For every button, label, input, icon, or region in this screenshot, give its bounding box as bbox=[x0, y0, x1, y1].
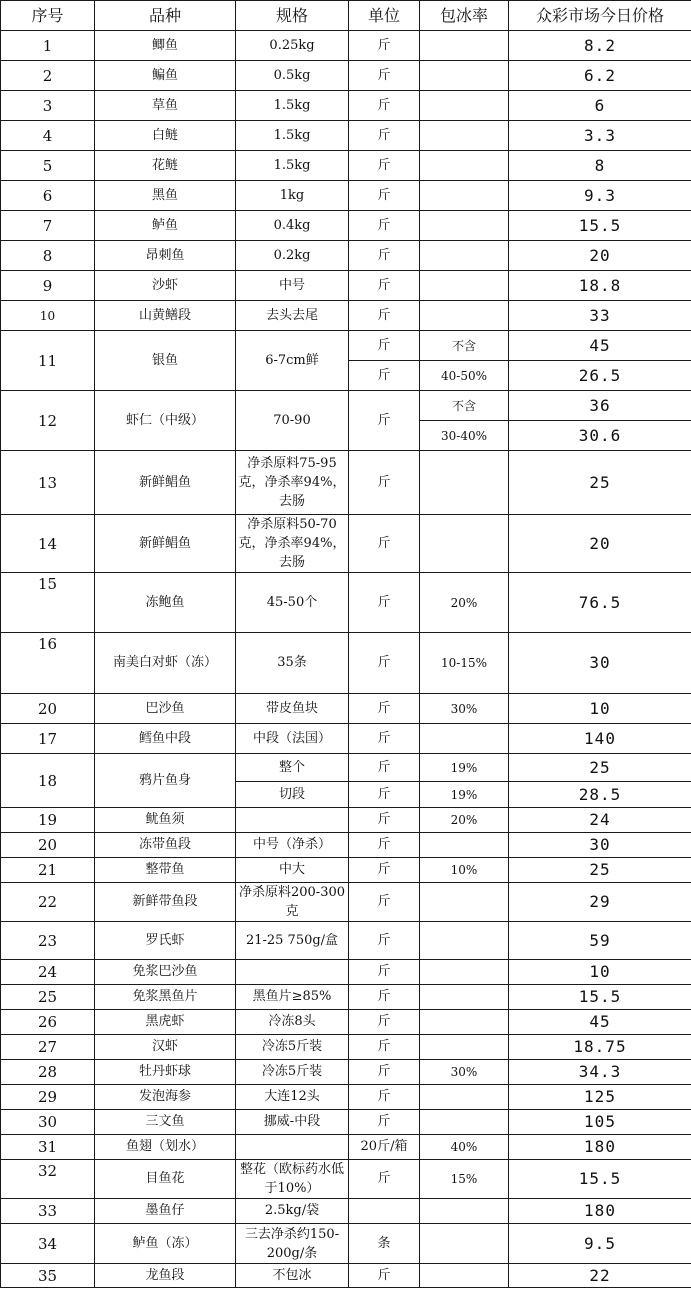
row-index: 16 bbox=[1, 633, 95, 694]
ice-rate bbox=[420, 724, 509, 754]
price: 33 bbox=[509, 301, 691, 331]
product-name: 新鲜鲳鱼 bbox=[95, 515, 236, 573]
row-index: 35 bbox=[1, 1264, 95, 1288]
product-spec: 0.5kg bbox=[236, 61, 349, 91]
product-name: 南美白对虾（冻） bbox=[95, 633, 236, 694]
product-name: 冻鲍鱼 bbox=[95, 573, 236, 633]
ice-rate bbox=[420, 833, 509, 858]
row-index: 2 bbox=[1, 61, 95, 91]
product-unit: 斤 bbox=[349, 724, 420, 754]
price: 8.2 bbox=[509, 31, 691, 61]
product-unit: 斤 bbox=[349, 121, 420, 151]
product-spec: 35条 bbox=[236, 633, 349, 694]
ice-rate bbox=[420, 181, 509, 211]
row-index: 20 bbox=[1, 694, 95, 724]
table-row bbox=[1, 573, 691, 633]
ice-rate: 40-50% bbox=[420, 361, 509, 391]
row-index: 14 bbox=[1, 515, 95, 573]
price: 25 bbox=[509, 754, 691, 782]
ice-rate bbox=[420, 151, 509, 181]
price: 9.5 bbox=[509, 1224, 691, 1264]
price: 59 bbox=[509, 922, 691, 960]
product-unit: 斤 bbox=[349, 960, 420, 985]
ice-rate bbox=[420, 271, 509, 301]
header-row bbox=[1, 1, 691, 31]
product-spec: 挪威-中段 bbox=[236, 1110, 349, 1135]
price: 10 bbox=[509, 960, 691, 985]
product-unit bbox=[349, 1199, 420, 1224]
product-unit: 斤 bbox=[349, 61, 420, 91]
price: 25 bbox=[509, 858, 691, 883]
price: 28.5 bbox=[509, 782, 691, 808]
product-unit: 斤 bbox=[349, 301, 420, 331]
table-row bbox=[1, 121, 691, 151]
product-name: 免浆黑鱼片 bbox=[95, 985, 236, 1010]
table-row bbox=[1, 271, 691, 301]
row-index: 18 bbox=[1, 754, 95, 808]
product-spec: 切段 bbox=[236, 782, 349, 808]
row-index: 29 bbox=[1, 1085, 95, 1110]
ice-rate: 不含 bbox=[420, 331, 509, 361]
product-unit: 斤 bbox=[349, 391, 420, 451]
product-name: 罗氏虾 bbox=[95, 922, 236, 960]
product-unit: 斤 bbox=[349, 1035, 420, 1060]
table-row bbox=[1, 1135, 691, 1160]
table-row bbox=[1, 858, 691, 883]
price: 29 bbox=[509, 883, 691, 922]
product-name: 黑虎虾 bbox=[95, 1010, 236, 1035]
ice-rate bbox=[420, 1199, 509, 1224]
product-spec: 0.4kg bbox=[236, 211, 349, 241]
row-index: 9 bbox=[1, 271, 95, 301]
product-name: 银鱼 bbox=[95, 331, 236, 391]
ice-rate: 10% bbox=[420, 858, 509, 883]
product-unit: 斤 bbox=[349, 1110, 420, 1135]
ice-rate bbox=[420, 1224, 509, 1264]
ice-rate: 30-40% bbox=[420, 421, 509, 451]
ice-rate bbox=[420, 985, 509, 1010]
product-spec: 21-25 750g/盒 bbox=[236, 922, 349, 960]
row-index: 21 bbox=[1, 858, 95, 883]
ice-rate bbox=[420, 515, 509, 573]
price: 26.5 bbox=[509, 361, 691, 391]
row-index: 33 bbox=[1, 1199, 95, 1224]
row-index: 11 bbox=[1, 331, 95, 391]
product-name: 冻带鱼段 bbox=[95, 833, 236, 858]
table-row bbox=[1, 1224, 691, 1264]
product-spec: 整花（欧标药水低于10%） bbox=[236, 1160, 349, 1199]
row-index: 15 bbox=[1, 573, 95, 633]
table-row bbox=[1, 211, 691, 241]
product-spec: 带皮鱼块 bbox=[236, 694, 349, 724]
ice-rate bbox=[420, 451, 509, 515]
product-spec: 冷冻5斤装 bbox=[236, 1060, 349, 1085]
product-unit: 斤 bbox=[349, 1010, 420, 1035]
product-name: 鲈鱼 bbox=[95, 211, 236, 241]
ice-rate bbox=[420, 31, 509, 61]
product-name: 虾仁（中级） bbox=[95, 391, 236, 451]
ice-rate bbox=[420, 960, 509, 985]
product-name: 鲫鱼 bbox=[95, 31, 236, 61]
price: 30 bbox=[509, 833, 691, 858]
product-name: 巴沙鱼 bbox=[95, 694, 236, 724]
price: 30 bbox=[509, 633, 691, 694]
product-spec: 70-90 bbox=[236, 391, 349, 451]
price: 34.3 bbox=[509, 1060, 691, 1085]
row-index: 25 bbox=[1, 985, 95, 1010]
ice-rate: 30% bbox=[420, 694, 509, 724]
table-row bbox=[1, 1085, 691, 1110]
price: 15.5 bbox=[509, 1160, 691, 1199]
product-unit: 斤 bbox=[349, 883, 420, 922]
product-name: 三文鱼 bbox=[95, 1110, 236, 1135]
row-index: 22 bbox=[1, 883, 95, 922]
price: 15.5 bbox=[509, 211, 691, 241]
price: 105 bbox=[509, 1110, 691, 1135]
product-name: 鲈鱼（冻） bbox=[95, 1224, 236, 1264]
product-unit: 斤 bbox=[349, 451, 420, 515]
price: 180 bbox=[509, 1135, 691, 1160]
product-unit: 斤 bbox=[349, 1160, 420, 1199]
ice-rate bbox=[420, 301, 509, 331]
price: 76.5 bbox=[509, 573, 691, 633]
col-header-spec: 规格 bbox=[236, 1, 349, 31]
product-unit: 20斤/箱 bbox=[349, 1135, 420, 1160]
row-index: 26 bbox=[1, 1010, 95, 1035]
price: 45 bbox=[509, 1010, 691, 1035]
row-index: 7 bbox=[1, 211, 95, 241]
row-index: 12 bbox=[1, 391, 95, 451]
table-row bbox=[1, 91, 691, 121]
col-header-name: 品种 bbox=[95, 1, 236, 31]
row-index: 3 bbox=[1, 91, 95, 121]
product-unit: 斤 bbox=[349, 515, 420, 573]
price: 45 bbox=[509, 331, 691, 361]
price: 18.8 bbox=[509, 271, 691, 301]
product-unit: 斤 bbox=[349, 754, 420, 782]
table-row bbox=[1, 960, 691, 985]
product-unit: 斤 bbox=[349, 1264, 420, 1288]
product-name: 墨鱼仔 bbox=[95, 1199, 236, 1224]
product-spec: 中号 bbox=[236, 271, 349, 301]
ice-rate: 40% bbox=[420, 1135, 509, 1160]
product-spec: 净杀原料75-95克，净杀率94%，去肠 bbox=[236, 451, 349, 515]
row-index: 17 bbox=[1, 724, 95, 754]
ice-rate bbox=[420, 883, 509, 922]
product-spec: 中号（净杀） bbox=[236, 833, 349, 858]
product-name: 花鲢 bbox=[95, 151, 236, 181]
table-row bbox=[1, 1035, 691, 1060]
ice-rate bbox=[420, 91, 509, 121]
product-name: 鳕鱼中段 bbox=[95, 724, 236, 754]
product-spec: 冷冻8头 bbox=[236, 1010, 349, 1035]
row-index: 4 bbox=[1, 121, 95, 151]
product-unit: 斤 bbox=[349, 1085, 420, 1110]
table-row bbox=[1, 515, 691, 573]
table-row bbox=[1, 61, 691, 91]
price: 20 bbox=[509, 515, 691, 573]
ice-rate bbox=[420, 61, 509, 91]
table-row bbox=[1, 883, 691, 922]
product-unit: 斤 bbox=[349, 331, 420, 361]
ice-rate: 不含 bbox=[420, 391, 509, 421]
price: 6.2 bbox=[509, 61, 691, 91]
ice-rate: 20% bbox=[420, 808, 509, 833]
row-index: 27 bbox=[1, 1035, 95, 1060]
table-row bbox=[1, 331, 691, 361]
product-unit: 斤 bbox=[349, 808, 420, 833]
product-unit: 斤 bbox=[349, 858, 420, 883]
product-spec: 大连12头 bbox=[236, 1085, 349, 1110]
product-spec: 1kg bbox=[236, 181, 349, 211]
product-name: 汉虾 bbox=[95, 1035, 236, 1060]
row-index: 5 bbox=[1, 151, 95, 181]
product-unit: 斤 bbox=[349, 91, 420, 121]
product-spec: 冷冻5斤装 bbox=[236, 1035, 349, 1060]
table-row bbox=[1, 808, 691, 833]
price: 180 bbox=[509, 1199, 691, 1224]
table-row bbox=[1, 754, 691, 782]
product-unit: 斤 bbox=[349, 985, 420, 1010]
product-unit: 斤 bbox=[349, 211, 420, 241]
ice-rate: 10-15% bbox=[420, 633, 509, 694]
product-unit: 斤 bbox=[349, 833, 420, 858]
product-name: 山黄鳝段 bbox=[95, 301, 236, 331]
col-header-idx: 序号 bbox=[1, 1, 95, 31]
row-index: 31 bbox=[1, 1135, 95, 1160]
product-name: 草鱼 bbox=[95, 91, 236, 121]
table-row bbox=[1, 1199, 691, 1224]
ice-rate bbox=[420, 1010, 509, 1035]
price: 30.6 bbox=[509, 421, 691, 451]
product-name: 鳊鱼 bbox=[95, 61, 236, 91]
price: 8 bbox=[509, 151, 691, 181]
product-name: 昂刺鱼 bbox=[95, 241, 236, 271]
table-row bbox=[1, 181, 691, 211]
product-spec: 中段（法国） bbox=[236, 724, 349, 754]
product-spec: 6-7cm鲜 bbox=[236, 331, 349, 391]
product-name: 目鱼花 bbox=[95, 1160, 236, 1199]
product-name: 鱼翅（划水） bbox=[95, 1135, 236, 1160]
table-row bbox=[1, 633, 691, 694]
row-index: 13 bbox=[1, 451, 95, 515]
ice-rate bbox=[420, 121, 509, 151]
table-row bbox=[1, 1060, 691, 1085]
product-name: 牡丹虾球 bbox=[95, 1060, 236, 1085]
row-index: 34 bbox=[1, 1224, 95, 1264]
row-index: 28 bbox=[1, 1060, 95, 1085]
product-unit: 斤 bbox=[349, 361, 420, 391]
row-index: 10 bbox=[1, 301, 95, 331]
row-index: 24 bbox=[1, 960, 95, 985]
row-index: 6 bbox=[1, 181, 95, 211]
product-unit: 斤 bbox=[349, 633, 420, 694]
ice-rate bbox=[420, 241, 509, 271]
product-spec: 0.25kg bbox=[236, 31, 349, 61]
product-spec: 黑鱼片≥85% bbox=[236, 985, 349, 1010]
row-index: 1 bbox=[1, 31, 95, 61]
product-name: 沙虾 bbox=[95, 271, 236, 301]
table-row bbox=[1, 833, 691, 858]
table-row bbox=[1, 922, 691, 960]
ice-rate bbox=[420, 922, 509, 960]
ice-rate bbox=[420, 211, 509, 241]
product-spec: 45-50个 bbox=[236, 573, 349, 633]
ice-rate: 19% bbox=[420, 754, 509, 782]
price: 22 bbox=[509, 1264, 691, 1288]
row-index: 30 bbox=[1, 1110, 95, 1135]
product-unit: 斤 bbox=[349, 1060, 420, 1085]
table-row bbox=[1, 694, 691, 724]
table-row bbox=[1, 985, 691, 1010]
price: 10 bbox=[509, 694, 691, 724]
table-row bbox=[1, 31, 691, 61]
product-spec: 1.5kg bbox=[236, 91, 349, 121]
ice-rate: 20% bbox=[420, 573, 509, 633]
table-row bbox=[1, 724, 691, 754]
col-header-price: 众彩市场今日价格 bbox=[509, 1, 691, 31]
price: 125 bbox=[509, 1085, 691, 1110]
product-name: 免浆巴沙鱼 bbox=[95, 960, 236, 985]
price: 3.3 bbox=[509, 121, 691, 151]
ice-rate: 30% bbox=[420, 1060, 509, 1085]
product-spec: 净杀原料50-70克，净杀率94%，去肠 bbox=[236, 515, 349, 573]
ice-rate bbox=[420, 1264, 509, 1288]
product-unit: 斤 bbox=[349, 181, 420, 211]
row-index: 19 bbox=[1, 808, 95, 833]
ice-rate bbox=[420, 1035, 509, 1060]
product-name: 新鲜带鱼段 bbox=[95, 883, 236, 922]
row-index: 23 bbox=[1, 922, 95, 960]
product-spec: 三去净杀约150-200g/条 bbox=[236, 1224, 349, 1264]
product-name: 整带鱼 bbox=[95, 858, 236, 883]
product-spec: 净杀原料200-300克 bbox=[236, 883, 349, 922]
product-spec: 1.5kg bbox=[236, 151, 349, 181]
product-unit: 斤 bbox=[349, 782, 420, 808]
product-spec bbox=[236, 960, 349, 985]
product-name: 黑鱼 bbox=[95, 181, 236, 211]
table-row bbox=[1, 391, 691, 421]
product-spec: 1.5kg bbox=[236, 121, 349, 151]
product-spec: 2.5kg/袋 bbox=[236, 1199, 349, 1224]
table-row bbox=[1, 151, 691, 181]
price: 24 bbox=[509, 808, 691, 833]
price: 140 bbox=[509, 724, 691, 754]
product-unit: 斤 bbox=[349, 241, 420, 271]
product-spec bbox=[236, 808, 349, 833]
product-spec: 整个 bbox=[236, 754, 349, 782]
col-header-unit: 单位 bbox=[349, 1, 420, 31]
price: 20 bbox=[509, 241, 691, 271]
row-index: 20 bbox=[1, 833, 95, 858]
price: 36 bbox=[509, 391, 691, 421]
product-unit: 斤 bbox=[349, 31, 420, 61]
ice-rate: 19% bbox=[420, 782, 509, 808]
ice-rate bbox=[420, 1110, 509, 1135]
product-spec: 0.2kg bbox=[236, 241, 349, 271]
table-row bbox=[1, 1010, 691, 1035]
product-name: 鸦片鱼身 bbox=[95, 754, 236, 808]
product-spec: 去头去尾 bbox=[236, 301, 349, 331]
price: 6 bbox=[509, 91, 691, 121]
table-row bbox=[1, 241, 691, 271]
product-unit: 斤 bbox=[349, 271, 420, 301]
table-row bbox=[1, 301, 691, 331]
table-row bbox=[1, 1264, 691, 1288]
table-row bbox=[1, 1160, 691, 1199]
product-spec bbox=[236, 1135, 349, 1160]
product-name: 发泡海参 bbox=[95, 1085, 236, 1110]
col-header-ice: 包冰率 bbox=[420, 1, 509, 31]
ice-rate bbox=[420, 1085, 509, 1110]
product-name: 鱿鱼须 bbox=[95, 808, 236, 833]
product-name: 白鲢 bbox=[95, 121, 236, 151]
price: 9.3 bbox=[509, 181, 691, 211]
row-index: 32 bbox=[1, 1160, 95, 1199]
product-unit: 条 bbox=[349, 1224, 420, 1264]
product-name: 龙鱼段 bbox=[95, 1264, 236, 1288]
price: 25 bbox=[509, 451, 691, 515]
row-index: 8 bbox=[1, 241, 95, 271]
product-unit: 斤 bbox=[349, 694, 420, 724]
product-unit: 斤 bbox=[349, 151, 420, 181]
product-spec: 中大 bbox=[236, 858, 349, 883]
product-spec: 不包冰 bbox=[236, 1264, 349, 1288]
table-row bbox=[1, 451, 691, 515]
product-unit: 斤 bbox=[349, 573, 420, 633]
ice-rate: 15% bbox=[420, 1160, 509, 1199]
price: 18.75 bbox=[509, 1035, 691, 1060]
product-unit: 斤 bbox=[349, 922, 420, 960]
product-name: 新鲜鲳鱼 bbox=[95, 451, 236, 515]
table-row bbox=[1, 1110, 691, 1135]
price: 15.5 bbox=[509, 985, 691, 1010]
